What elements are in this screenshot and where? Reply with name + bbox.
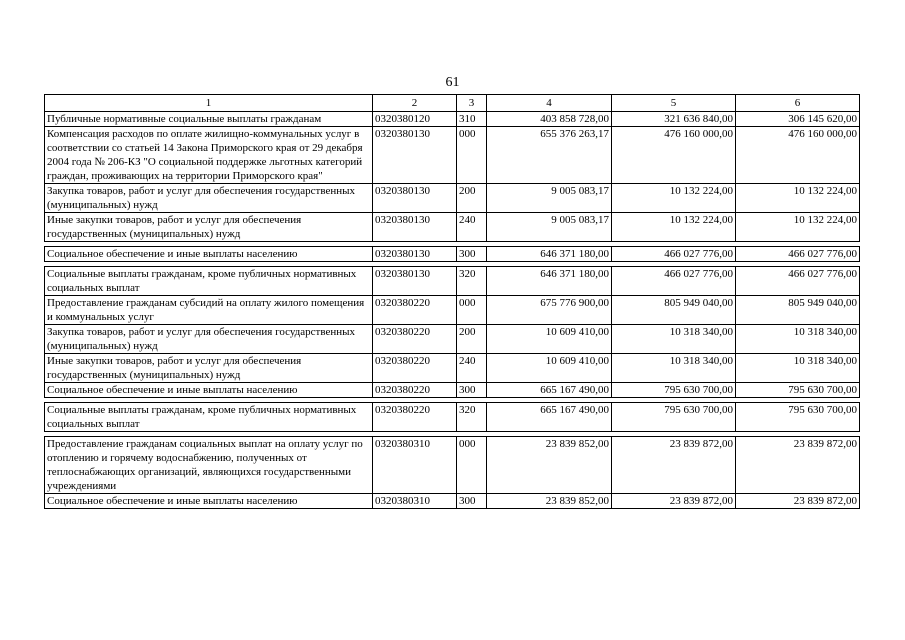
row-value-col5-cell: 795 630 700,00 (612, 383, 736, 398)
header-row (45, 95, 860, 112)
row-value-col6-cell: 805 949 040,00 (736, 296, 860, 325)
row-value-col4-cell: 403 858 728,00 (487, 112, 612, 127)
row-value-col5-cell: 10 318 340,00 (612, 325, 736, 354)
row-value-col4-cell: 23 839 852,00 (487, 494, 612, 509)
row-code-cell: 0320380220 (373, 325, 457, 354)
row-name-cell: Закупка товаров, работ и услуг для обеспечения государственных (муниципальных) нужд (45, 184, 373, 213)
row-expense-type-cell: 300 (457, 383, 487, 398)
row-value-col6-cell: 10 132 224,00 (736, 184, 860, 213)
row-name-cell: Социальное обеспечение и иные выплаты населению (45, 383, 373, 398)
row-name-cell: Иные закупки товаров, работ и услуг для обеспечения государственных (муниципальных) нужд (45, 354, 373, 383)
column-header-3: 3 (457, 95, 487, 112)
row-name-cell: Публичные нормативные социальные выплаты гражданам (45, 112, 373, 127)
table-row (45, 354, 860, 383)
row-name-cell: Закупка товаров, работ и услуг для обеспечения государственных (муниципальных) нужд (45, 325, 373, 354)
table-row (45, 112, 860, 127)
row-value-col5-cell: 805 949 040,00 (612, 296, 736, 325)
row-expense-type-cell: 200 (457, 325, 487, 354)
table-row (45, 383, 860, 398)
table-body (45, 112, 860, 509)
row-value-col6-cell: 476 160 000,00 (736, 127, 860, 184)
table-row (45, 403, 860, 432)
row-value-col4-cell: 675 776 900,00 (487, 296, 612, 325)
row-expense-type-cell: 310 (457, 112, 487, 127)
table-row (45, 184, 860, 213)
row-code-cell: 0320380130 (373, 127, 457, 184)
column-header-5: 5 (612, 95, 736, 112)
row-value-col4-cell: 10 609 410,00 (487, 325, 612, 354)
page-number: 61 (445, 75, 460, 90)
row-value-col4-cell: 23 839 852,00 (487, 437, 612, 494)
row-value-col5-cell: 23 839 872,00 (612, 494, 736, 509)
row-code-cell: 0320380120 (373, 112, 457, 127)
row-value-col4-cell: 9 005 083,17 (487, 213, 612, 242)
row-value-col5-cell: 321 636 840,00 (612, 112, 736, 127)
row-code-cell: 0320380220 (373, 296, 457, 325)
table-row (45, 296, 860, 325)
row-value-col6-cell: 23 839 872,00 (736, 494, 860, 509)
row-code-cell: 0320380130 (373, 247, 457, 262)
row-code-cell: 0320380130 (373, 213, 457, 242)
row-value-col5-cell: 10 318 340,00 (612, 354, 736, 383)
row-expense-type-cell: 000 (457, 127, 487, 184)
row-code-cell: 0320380310 (373, 494, 457, 509)
row-code-cell: 0320380130 (373, 267, 457, 296)
row-value-col6-cell: 795 630 700,00 (736, 403, 860, 432)
budget-table (44, 94, 860, 509)
row-expense-type-cell: 320 (457, 267, 487, 296)
row-value-col5-cell: 476 160 000,00 (612, 127, 736, 184)
row-value-col4-cell: 665 167 490,00 (487, 383, 612, 398)
row-expense-type-cell: 000 (457, 437, 487, 494)
row-expense-type-cell: 320 (457, 403, 487, 432)
row-value-col5-cell: 10 132 224,00 (612, 184, 736, 213)
column-header-1: 1 (45, 95, 373, 112)
table-row (45, 247, 860, 262)
table-row (45, 325, 860, 354)
row-value-col6-cell: 10 318 340,00 (736, 354, 860, 383)
row-value-col5-cell: 795 630 700,00 (612, 403, 736, 432)
row-value-col6-cell: 23 839 872,00 (736, 437, 860, 494)
column-header-6: 6 (736, 95, 860, 112)
row-value-col6-cell: 10 318 340,00 (736, 325, 860, 354)
row-expense-type-cell: 200 (457, 184, 487, 213)
row-name-cell: Социальное обеспечение и иные выплаты населению (45, 494, 373, 509)
table-row (45, 267, 860, 296)
row-value-col6-cell: 10 132 224,00 (736, 213, 860, 242)
row-value-col6-cell: 306 145 620,00 (736, 112, 860, 127)
row-value-col5-cell: 23 839 872,00 (612, 437, 736, 494)
row-code-cell: 0320380130 (373, 184, 457, 213)
row-value-col5-cell: 466 027 776,00 (612, 267, 736, 296)
row-value-col4-cell: 665 167 490,00 (487, 403, 612, 432)
row-name-cell: Предоставление гражданам социальных выплат на оплату услуг по отоплению и горячему водоснабжению, полученных от теплоснабжающих организаций, являющихся государственными учреждениями (45, 437, 373, 494)
row-code-cell: 0320380220 (373, 403, 457, 432)
row-value-col4-cell: 646 371 180,00 (487, 267, 612, 296)
row-expense-type-cell: 000 (457, 296, 487, 325)
row-value-col4-cell: 10 609 410,00 (487, 354, 612, 383)
row-expense-type-cell: 300 (457, 494, 487, 509)
row-value-col5-cell: 466 027 776,00 (612, 247, 736, 262)
row-value-col6-cell: 466 027 776,00 (736, 247, 860, 262)
column-header-2: 2 (373, 95, 457, 112)
row-value-col4-cell: 655 376 263,17 (487, 127, 612, 184)
table-row (45, 127, 860, 184)
row-code-cell: 0320380220 (373, 383, 457, 398)
row-expense-type-cell: 240 (457, 213, 487, 242)
row-name-cell: Социальные выплаты гражданам, кроме публичных нормативных социальных выплат (45, 267, 373, 296)
table-row (45, 494, 860, 509)
row-code-cell: 0320380220 (373, 354, 457, 383)
row-value-col6-cell: 466 027 776,00 (736, 267, 860, 296)
row-name-cell: Иные закупки товаров, работ и услуг для обеспечения государственных (муниципальных) нужд (45, 213, 373, 242)
row-expense-type-cell: 300 (457, 247, 487, 262)
row-value-col6-cell: 795 630 700,00 (736, 383, 860, 398)
row-code-cell: 0320380310 (373, 437, 457, 494)
row-name-cell: Компенсация расходов по оплате жилищно-коммунальных услуг в соответствии со статьей 14 Закона Приморского края от 29 декабря 2004 года № 206-КЗ "О социальной поддержке льготных категорий граждан, проживающих на территории Приморского края" (45, 127, 373, 184)
table-row (45, 437, 860, 494)
row-name-cell: Социальное обеспечение и иные выплаты населению (45, 247, 373, 262)
row-expense-type-cell: 240 (457, 354, 487, 383)
row-value-col5-cell: 10 132 224,00 (612, 213, 736, 242)
row-value-col4-cell: 9 005 083,17 (487, 184, 612, 213)
row-name-cell: Социальные выплаты гражданам, кроме публичных нормативных социальных выплат (45, 403, 373, 432)
table-row (45, 213, 860, 242)
row-value-col4-cell: 646 371 180,00 (487, 247, 612, 262)
column-header-4: 4 (487, 95, 612, 112)
row-name-cell: Предоставление гражданам субсидий на оплату жилого помещения и коммунальных услуг (45, 296, 373, 325)
